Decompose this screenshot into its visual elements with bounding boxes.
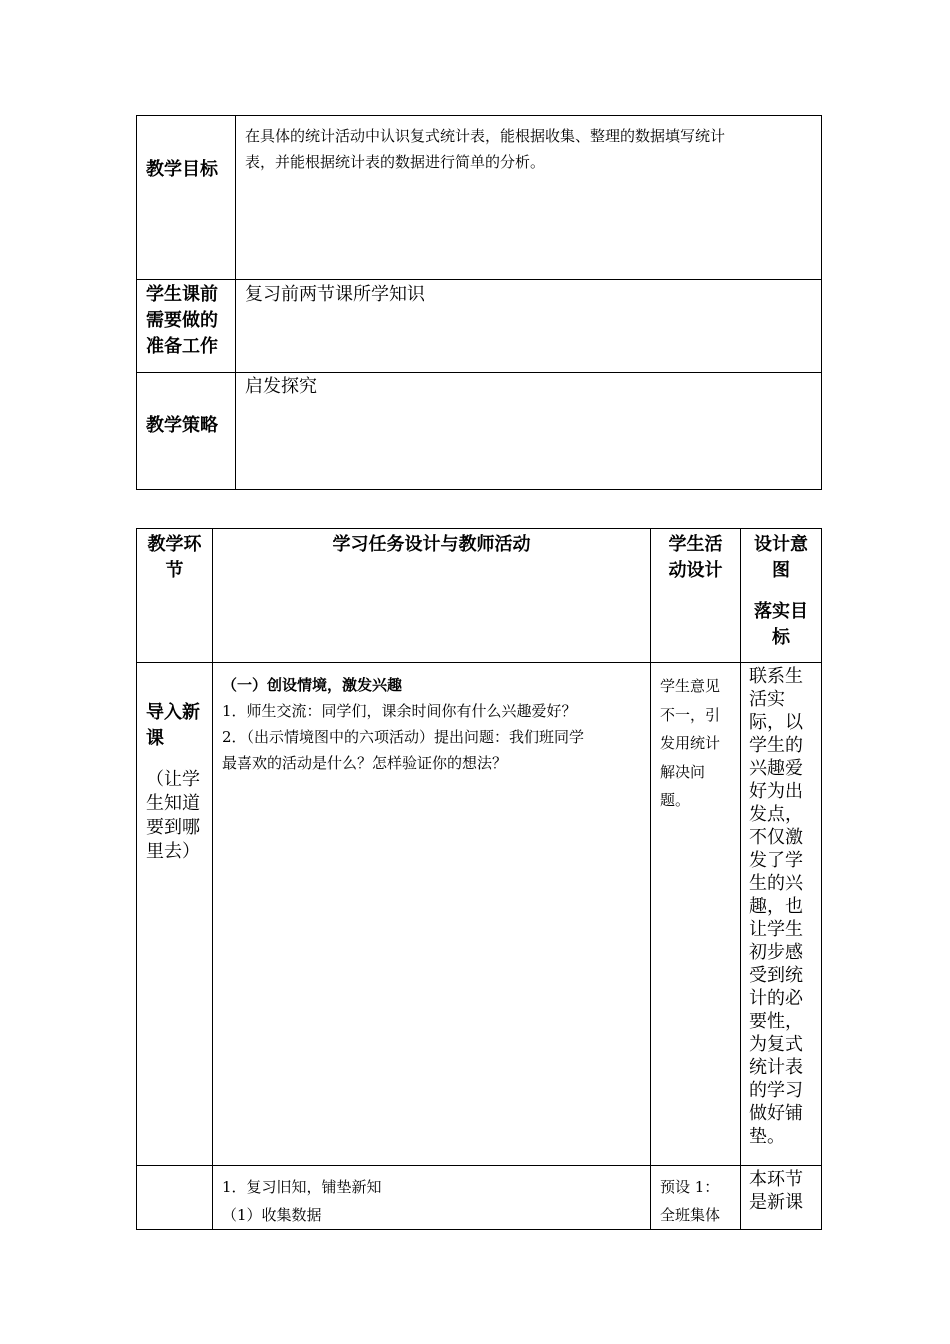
stage-intro [137, 663, 213, 1166]
student-line: 题。 [660, 791, 691, 809]
header-stage-line: 节 [165, 560, 184, 581]
stage-note-line: 里去） [146, 841, 200, 862]
lesson-info-table [136, 115, 822, 490]
goal-line: 在具体的统计活动中认识复式统计表，能根据收集、整理的数据填写统计 [245, 127, 726, 145]
task-body [222, 698, 650, 776]
intent-line: 不仅激 [749, 827, 803, 848]
strategy-content: 启发探究 [236, 373, 822, 490]
intent-line: 际，以 [749, 712, 803, 733]
intent-line: 联系生 [749, 666, 803, 687]
student-review [651, 1166, 741, 1230]
header-row [137, 529, 822, 663]
intro-row [137, 663, 822, 1166]
student-intro [651, 663, 741, 1166]
stage-title-line: 课 [146, 728, 164, 749]
student-line: 全班集体 [660, 1206, 721, 1224]
header-intent-line: 图 [772, 560, 790, 581]
header-intent [741, 529, 822, 663]
intent-line: 受到统 [749, 965, 803, 986]
intent-line: 的学习 [749, 1080, 803, 1101]
stage-review [137, 1166, 213, 1230]
review-row [137, 1166, 822, 1230]
intent-line: 发了学 [749, 850, 803, 871]
intent-line: 发点， [749, 804, 803, 825]
goal-label: 教学目标 [137, 116, 236, 280]
student-line: 预设 1： [660, 1178, 720, 1196]
header-student [651, 529, 741, 663]
stage-intro-note [146, 768, 212, 864]
header-intent-line: 设计意 [754, 534, 808, 555]
intent-intro [741, 663, 822, 1166]
intent-line: 为复式 [749, 1034, 803, 1055]
prep-label-line: 准备工作 [146, 336, 218, 357]
header-student-line: 动设计 [668, 560, 723, 581]
task-heading: （一）创设情境，激发兴趣 [222, 676, 403, 694]
intent-line: 垫。 [749, 1126, 785, 1147]
task-line: 1．复习旧知，铺垫新知 [222, 1178, 382, 1196]
prep-label [137, 280, 236, 373]
student-line: 不一，引 [660, 705, 721, 724]
prep-label-line: 学生课前 [146, 284, 218, 305]
intent-line: 初步感 [749, 942, 803, 963]
strategy-label: 教学策略 [137, 373, 236, 490]
task-line: （1）收集数据 [222, 1206, 322, 1224]
task-line: 1．师生交流：同学们，课余时间你有什么兴趣爱好？ [222, 702, 577, 720]
intent-line: 要性， [749, 1011, 803, 1032]
intent-line: 学生的 [749, 735, 803, 756]
stage-note-line: 要到哪 [146, 817, 200, 838]
stage-note-line: 生知道 [146, 793, 200, 814]
intent-line: 生的兴 [749, 873, 803, 894]
task-review [213, 1166, 651, 1230]
prep-label-line: 需要做的 [146, 310, 218, 331]
stage-note-line: （让学 [146, 769, 200, 790]
task-line: 2．（出示情境图中的六项活动）提出问题：我们班同学 [222, 728, 585, 746]
intent-review [741, 1166, 822, 1230]
header-goal-line: 标 [772, 627, 790, 648]
header-stage-line: 教学环 [147, 534, 202, 555]
task-line: 最喜欢的活动是什么？怎样验证你的想法？ [222, 754, 508, 772]
student-line: 学生意见 [660, 677, 721, 695]
intent-line: 计的必 [749, 988, 803, 1009]
intent-line: 是新课 [749, 1192, 803, 1213]
prep-row [137, 280, 822, 373]
task-intro [213, 663, 651, 1166]
intent-line: 趣，也 [749, 896, 803, 917]
intent-line: 活实 [749, 689, 785, 710]
lesson-plan-table [136, 528, 822, 1230]
prep-content: 复习前两节课所学知识 [236, 280, 822, 373]
student-line: 发用统计 [660, 734, 721, 752]
stage-intro-title [146, 700, 212, 752]
intent-line: 好为出 [749, 781, 803, 802]
header-task: 学习任务设计与教师活动 [213, 529, 651, 663]
header-student-line: 学生活 [668, 534, 723, 555]
strategy-row [137, 373, 822, 490]
intent-line: 兴趣爱 [749, 758, 803, 779]
stage-title-line: 导入新 [146, 702, 200, 723]
header-stage [137, 529, 213, 663]
intent-line: 统计表 [749, 1057, 803, 1078]
intent-line: 让学生 [749, 919, 803, 940]
student-line: 解决问 [660, 762, 706, 781]
intent-line: 做好铺 [749, 1103, 803, 1124]
header-goal-line: 落实目 [754, 601, 808, 622]
goal-row [137, 116, 822, 280]
goal-content [236, 116, 822, 280]
intent-line: 本环节 [749, 1169, 803, 1190]
goal-line: 表，并能根据统计表的数据进行简单的分析。 [245, 153, 546, 171]
